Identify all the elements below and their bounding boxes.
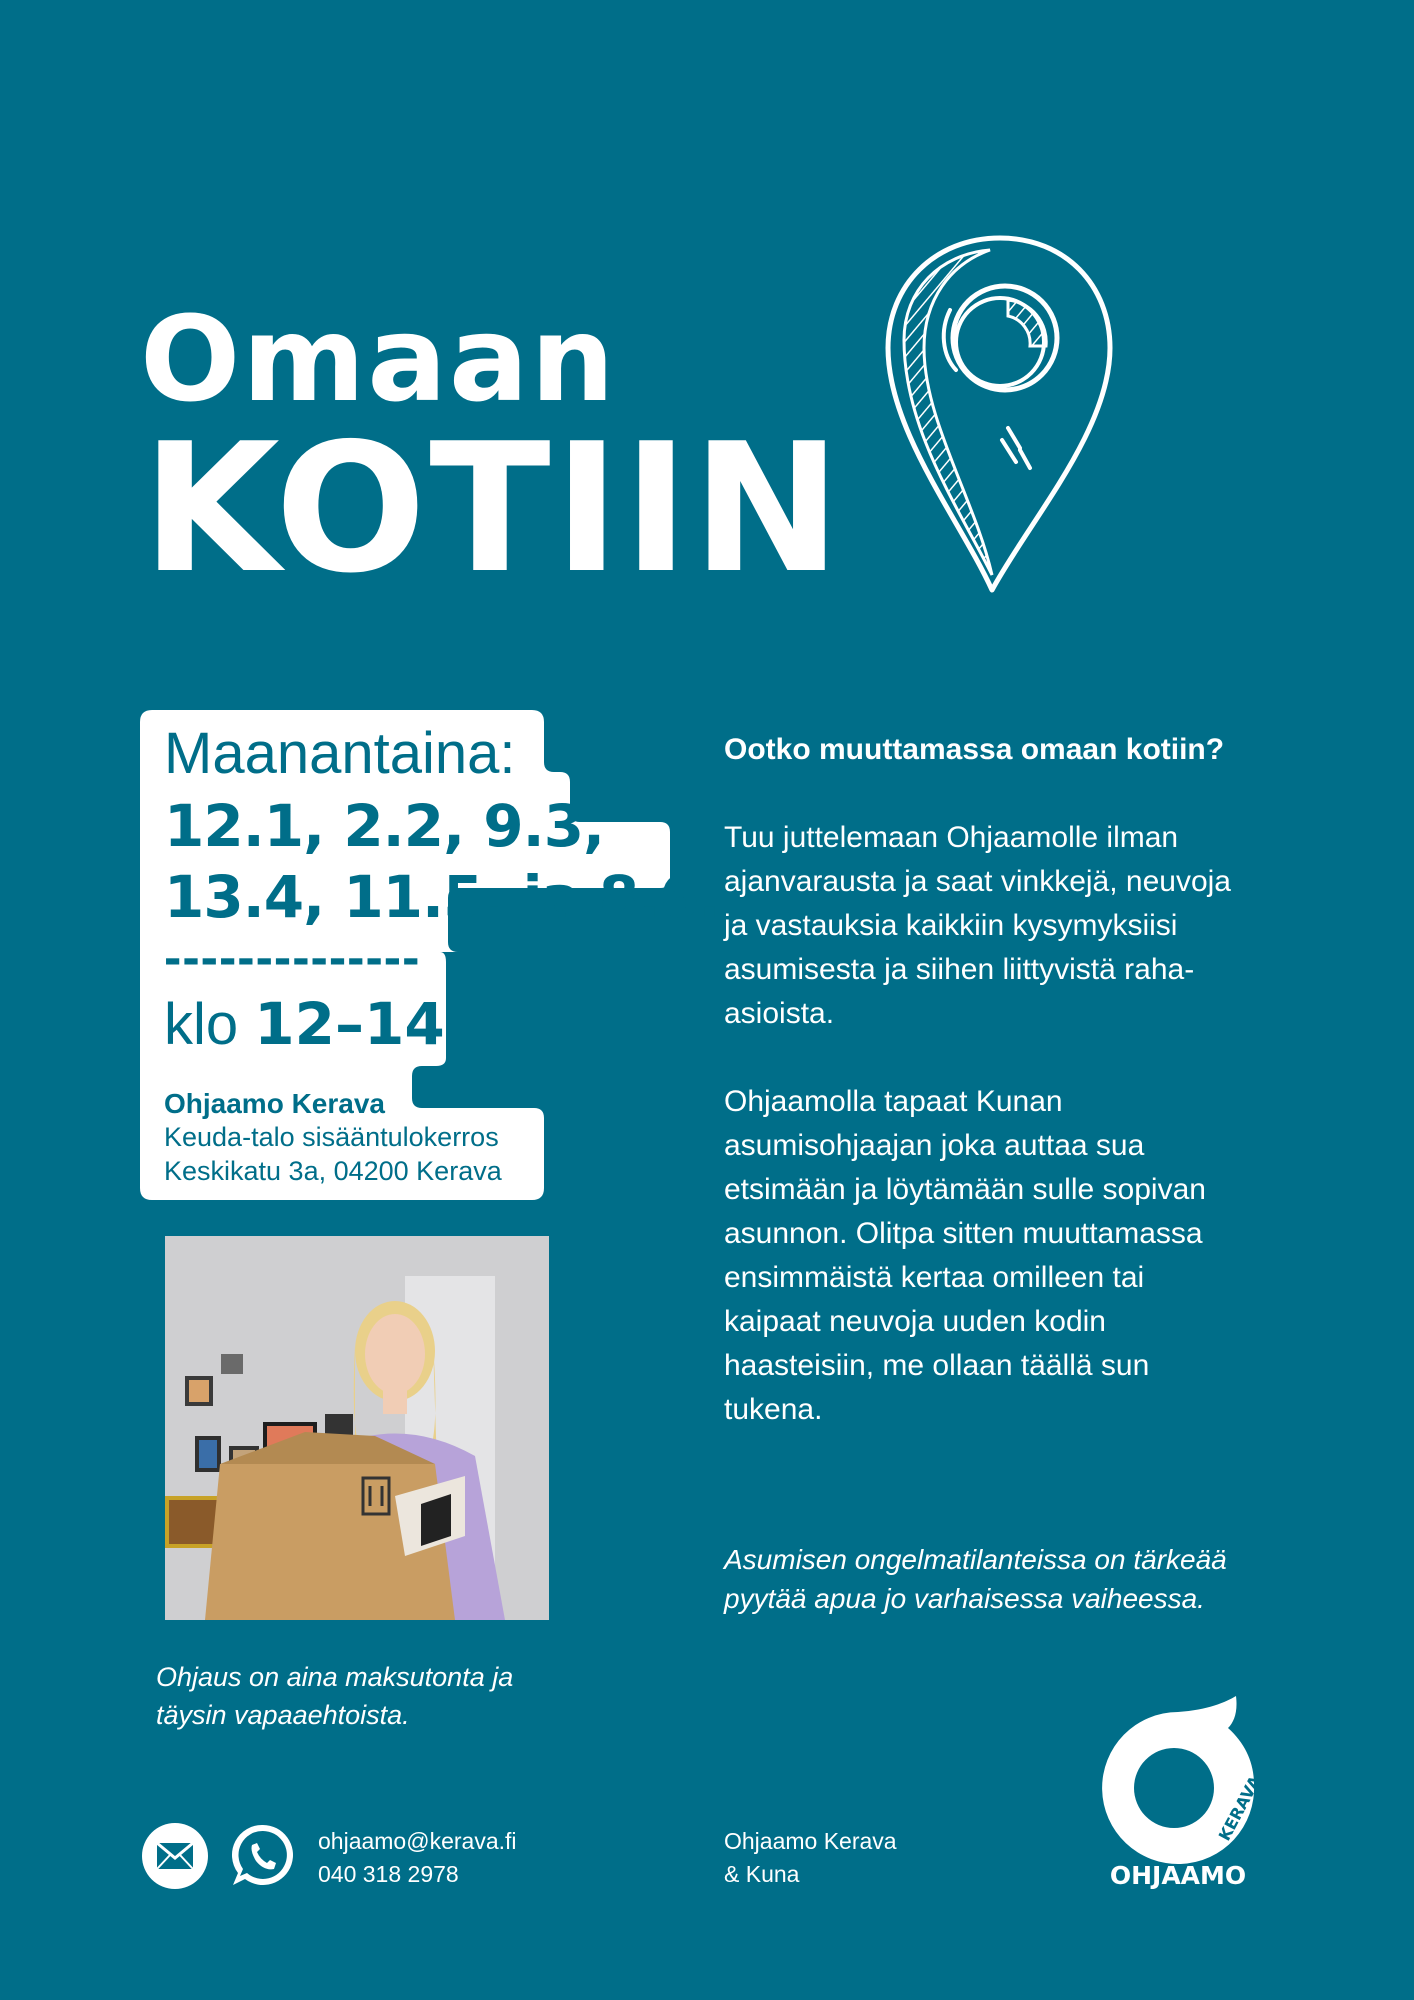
- free-note-line-1: Ohjaus on aina maksutonta ja: [156, 1662, 514, 1692]
- paragraph-2-line: tukena.: [724, 1393, 823, 1426]
- logo-sub-text: KERAVA: [1214, 1772, 1265, 1844]
- paragraph-2-line: Ohjaamolla tapaat Kunan: [724, 1085, 1063, 1118]
- contact-email[interactable]: ohjaamo@kerava.fi: [318, 1828, 517, 1854]
- logo-word-text: OHJAAMO: [1109, 1861, 1247, 1890]
- location-pin-icon: [880, 230, 1120, 600]
- title-line-1: Omaan: [140, 290, 617, 428]
- schedule-time: [164, 990, 445, 1058]
- venue-address-line-2: Keskikatu 3a, 04200 Kerava: [164, 1156, 502, 1186]
- schedule-time-value: 12–14: [254, 990, 445, 1058]
- paragraph-1: [724, 816, 1294, 1036]
- help-note-line: Asumisen ongelmatilanteissa on tärkeää: [724, 1544, 1227, 1575]
- schedule-separator: --------------: [164, 929, 421, 987]
- ohjaamo-kerava-logo: [1098, 1692, 1265, 1892]
- schedule-day-label: Maanantaina:: [164, 721, 516, 786]
- paragraph-1-line: ja vastauksia kaikkiin kysymyksiisi: [724, 909, 1178, 942]
- paragraph-1-line: asumisesta ja siihen liittyvistä raha-: [724, 953, 1195, 986]
- venue-name: Ohjaamo Kerava: [164, 1088, 385, 1119]
- organization-line-1: Ohjaamo Kerava: [724, 1828, 897, 1854]
- paragraph-2-line: haasteisiin, me ollaan täällä sun: [724, 1349, 1150, 1382]
- free-note-line-2: täysin vapaaehtoista.: [156, 1700, 410, 1730]
- schedule-dates-line-2: 13.4, 11.5. ja 8.6.: [164, 863, 720, 931]
- paragraph-1-line: asioista.: [724, 997, 835, 1030]
- venue-address-line-1: Keuda-talo sisääntulokerros: [164, 1122, 499, 1152]
- paragraph-1-line: Tuu juttelemaan Ohjaamolle ilman: [724, 821, 1179, 854]
- paragraph-2-line: ensimmäistä kertaa omilleen tai: [724, 1261, 1145, 1294]
- paragraph-2: [724, 1080, 1294, 1432]
- schedule-dates-line-1: 12.1, 2.2, 9.3,: [164, 792, 605, 860]
- title-line-2: KOTIIN: [142, 405, 845, 612]
- free-note: [156, 1658, 513, 1734]
- help-note: [724, 1540, 1294, 1618]
- whatsapp-icon[interactable]: [228, 1821, 298, 1891]
- schedule-time-prefix: klo: [164, 992, 239, 1057]
- envelope-icon[interactable]: [142, 1823, 208, 1889]
- paragraph-2-line: etsimään ja löytämään sulle sopivan: [724, 1173, 1206, 1206]
- person-with-box-photo: [165, 1236, 549, 1620]
- paragraph-1-line: ajanvarausta ja saat vinkkejä, neuvoja: [724, 865, 1231, 898]
- help-note-line: pyytää apua jo varhaisessa vaiheessa.: [724, 1583, 1205, 1614]
- paragraph-2-line: asunnon. Olitpa sitten muuttamassa: [724, 1217, 1203, 1250]
- contact-phone[interactable]: 040 318 2978: [318, 1861, 459, 1887]
- paragraph-2-line: asumisohjaajan joka auttaa sua: [724, 1129, 1145, 1162]
- main-question: Ootko muuttamassa omaan kotiin?: [724, 733, 1225, 766]
- organization-line-2: & Kuna: [724, 1861, 800, 1887]
- paragraph-2-line: kaipaat neuvoja uuden kodin: [724, 1305, 1106, 1338]
